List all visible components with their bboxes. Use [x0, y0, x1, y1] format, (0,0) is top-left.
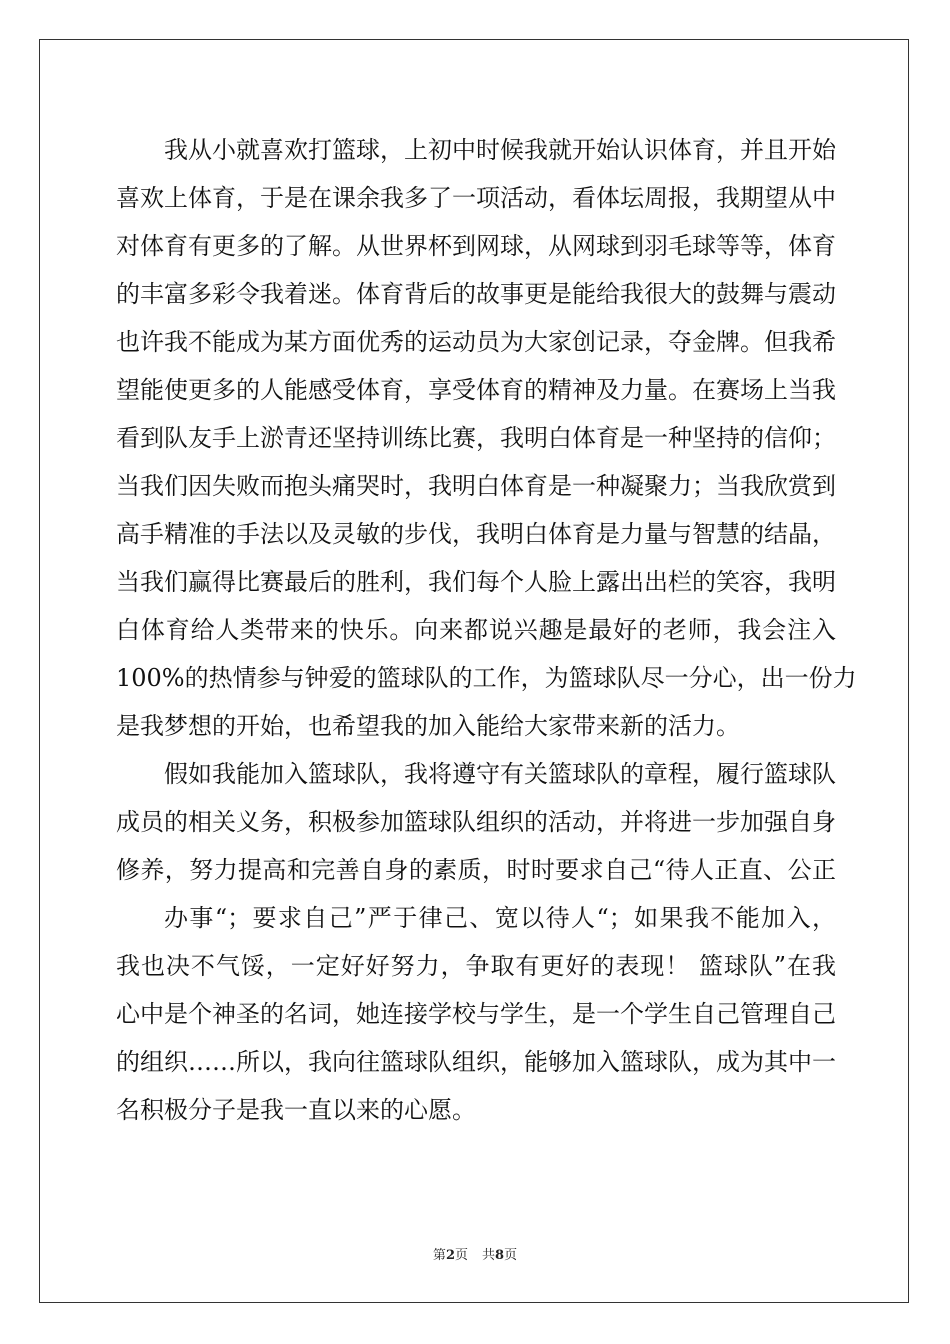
- paragraph-1-line-5: 也许我不能成为某方面优秀的运动员为大家创记录，夺金牌。但我希: [116, 328, 836, 356]
- paragraph-1-line-8: 当我们因失败而抱头痛哭时，我明白体育是一种凝聚力；当我欣赏到: [116, 472, 836, 500]
- paragraph-3-line-2: 我也决不气馁，一定好好努力，争取有更好的表现！ 篮球队”在我: [116, 952, 836, 980]
- total-prefix: 共: [482, 1248, 496, 1263]
- page-prefix: 第: [432, 1248, 446, 1263]
- paragraph-1-line-4: 的丰富多彩令我着迷。体育背后的故事更是能给我很大的鼓舞与震动: [116, 280, 836, 308]
- paragraph-1-line-12: 100%的热情参与钟爱的篮球队的工作，为篮球队尽一分心，出一份力: [116, 664, 857, 692]
- total-pages: 8: [495, 1248, 505, 1263]
- page-number: 2: [445, 1248, 455, 1263]
- paragraph-3-line-1: 办事“；要求自己”严于律己、宽以待人“；如果我不能加入，: [164, 904, 836, 932]
- paragraph-1-line-7: 看到队友手上淤青还坚持训练比赛，我明白体育是一种坚持的信仰；: [116, 424, 836, 452]
- paragraph-1-line-10: 当我们赢得比赛最后的胜利，我们每个人脸上露出出栏的笑容，我明: [116, 568, 836, 596]
- paragraph-2-line-2: 成员的相关义务，积极参加篮球队组织的活动，并将进一步加强自身: [116, 808, 836, 836]
- paragraph-1-line-13: 是我梦想的开始，也希望我的加入能给大家带来新的活力。: [116, 712, 740, 740]
- total-suffix: 页: [504, 1248, 518, 1263]
- paragraph-1-line-3: 对体育有更多的了解。从世界杯到网球，从网球到羽毛球等等，体育: [116, 232, 836, 260]
- page-footer: [0, 1246, 950, 1266]
- paragraph-2-line-3: 修养，努力提高和完善自身的素质，时时要求自己“待人正直、公正: [116, 856, 836, 884]
- paragraph-1-line-9: 高手精准的手法以及灵敏的步伐，我明白体育是力量与智慧的结晶，: [116, 520, 836, 548]
- paragraph-3-line-3: 心中是个神圣的名词，她连接学校与学生，是一个学生自己管理自己: [116, 1000, 836, 1028]
- page-suffix: 页: [454, 1248, 468, 1263]
- paragraph-3-line-4: 的组织……所以，我向往篮球队组织，能够加入篮球队，成为其中一: [116, 1048, 836, 1076]
- paragraph-2-line-1: 假如我能加入篮球队，我将遵守有关篮球队的章程，履行篮球队: [164, 760, 836, 788]
- paragraph-1-line-2: 喜欢上体育，于是在课余我多了一项活动，看体坛周报，我期望从中: [116, 184, 836, 212]
- paragraph-3-line-5: 名积极分子是我一直以来的心愿。: [116, 1096, 476, 1124]
- paragraph-1-line-1: 我从小就喜欢打篮球，上初中时候我就开始认识体育，并且开始: [164, 136, 836, 164]
- paragraph-1-line-11: 白体育给人类带来的快乐。向来都说兴趣是最好的老师，我会注入: [116, 616, 836, 644]
- paragraph-1-line-6: 望能使更多的人能感受体育，享受体育的精神及力量。在赛场上当我: [116, 376, 836, 404]
